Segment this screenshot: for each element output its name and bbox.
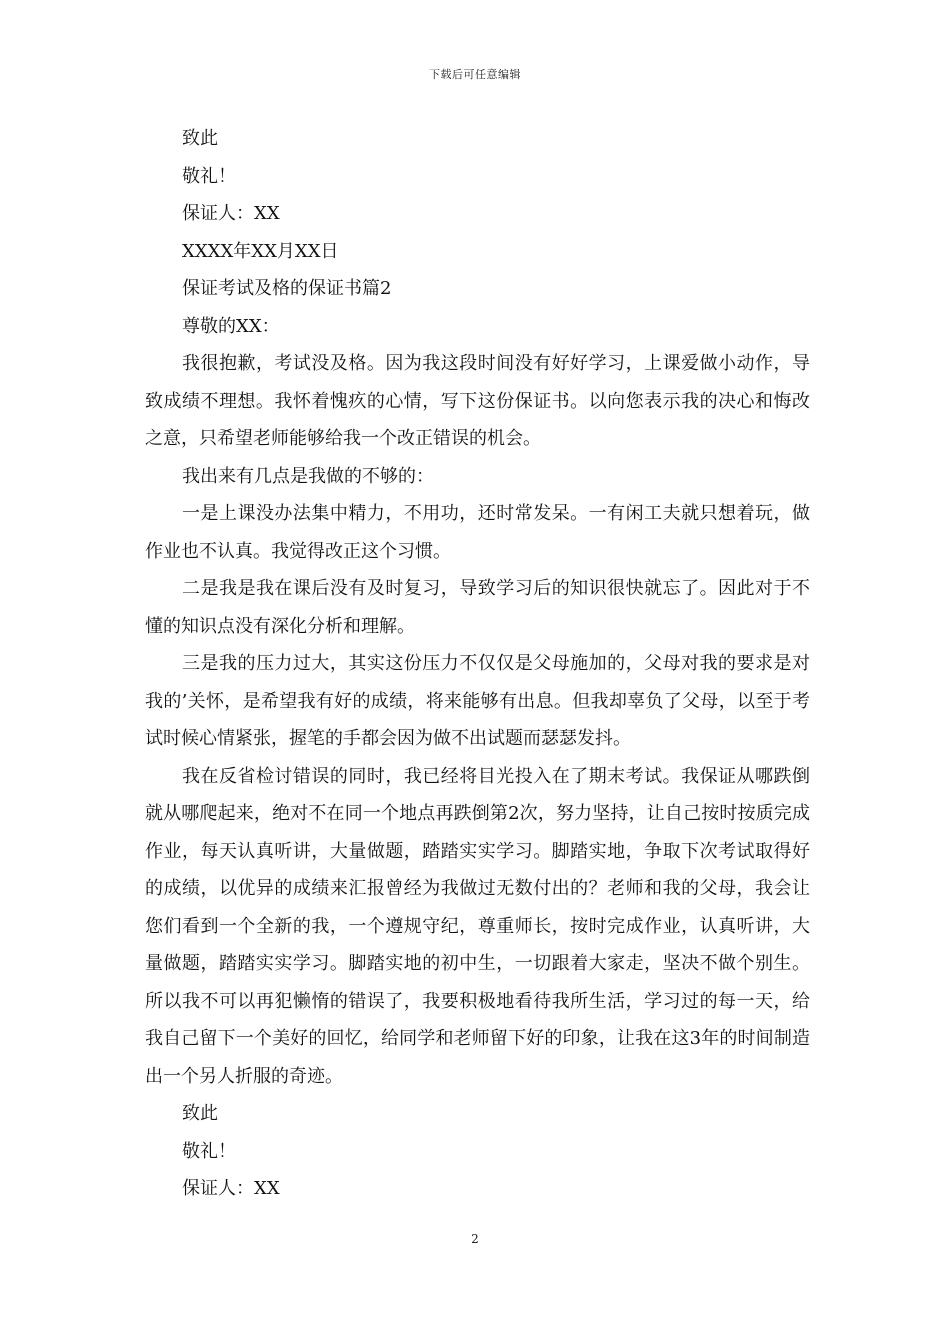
guarantor-line: 保证人：XX [182,203,280,224]
paragraph: 一是上课没办法集中精力，不用功，还时常发呆。一有闲工夫就只想着玩，做作业也不认真。我觉得改正这个习惯。 [145,503,810,562]
page-number: 2 [471,1232,479,1246]
closing-line: 致此 [182,128,218,149]
closing-line: 致此 [182,1103,218,1124]
greeting-line: 尊敬的XX： [182,315,280,337]
paragraph: 我出来有几点是我做的不够的： [182,465,434,487]
document-body [145,120,810,1208]
section-title: 保证考试及格的保证书篇2 [182,278,392,299]
salute-line: 敬礼！ [182,165,236,187]
paragraph: 二是我是我在课后没有及时复习，导致学习后的知识很快就忘了。因此对于不懂的知识点没有深化分析和理解。 [145,578,810,637]
page-header: 下载后可任意编辑 [429,68,521,81]
salute-line: 敬礼！ [182,1140,236,1162]
paragraph: 三是我的压力过大，其实这份压力不仅仅是父母施加的，父母对我的要求是对我的’关怀，是希望我有好的成绩，将来能够有出息。但我却辜负了父母，以至于考试时候心情紧张，握笔的手都会因为做不出试题而瑟瑟发抖。 [145,653,810,749]
paragraph: 我在反省检讨错误的同时，我已经将目光投入在了期末考试。我保证从哪跌倒就从哪爬起来，绝对不在同一个地点再跌倒第2次，努力坚持，让自己按时按质完成作业，每天认真听讲，大量做题，踏踏实实学习。脚踏实地，争取下次考试取得好的成绩，以优异的成绩来汇报曾经为我做过无数付出的？老师和我的父母，我会让您们看到一个全新的我，一个遵规守纪，尊重师长，按时完成作业，认真听讲，大量做题，踏踏实实学习。脚踏实地的初中生，一切跟着大家走，坚决不做个别生。所以我不可以再犯懒惰的错误了，我要积极地看待我所生活，学习过的每一天，给我自己留下一个美好的回忆，给同学和老师留下好的印象，让我在这3年的时间制造出一个另人折服的奇迹。 [145,765,810,1087]
guarantor-line: 保证人：XX [182,1178,280,1199]
paragraph: 我很抱歉，考试没及格。因为我这段时间没有好好学习，上课爱做小动作，导致成绩不理想。我怀着愧疚的心情，写下这份保证书。以向您表示我的决心和悔改之意，只希望老师能够给我一个改正错误的机会。 [145,353,810,449]
date-line: XXXX年XX月XX日 [182,240,339,262]
